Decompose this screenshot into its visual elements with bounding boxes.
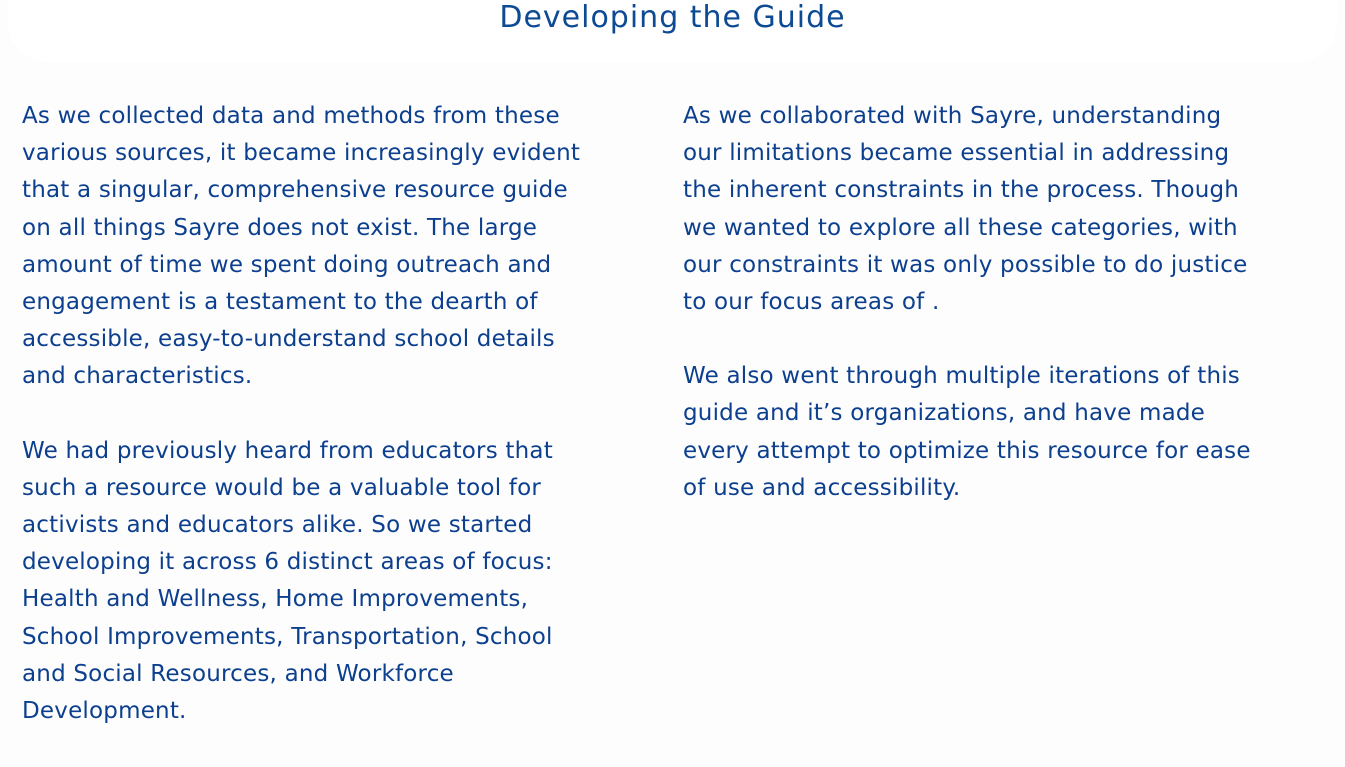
text-line: activists and educators alike. So we started [22, 512, 533, 539]
text-line: such a resource would be a valuable tool for [22, 474, 542, 501]
text-line: that a singular, comprehensive resource guide [22, 177, 568, 204]
text-line: engagement is a testament to the dearth of [22, 289, 538, 316]
text-line: developing it across 6 distinct areas of focus: [22, 549, 553, 576]
paragraph-limitations [683, 98, 1323, 321]
text-line: and characteristics. [22, 363, 253, 390]
text-line: Health and Wellness, Home Improvements, [22, 586, 529, 613]
page-title: Developing the Guide [499, 0, 846, 35]
left-column [22, 98, 662, 767]
text-line: and Social Resources, and Workforce [22, 660, 454, 687]
text-line: we wanted to explore all these categories, with [683, 214, 1238, 241]
right-column [683, 98, 1323, 544]
text-line: guide and it’s organizations, and have made [683, 400, 1206, 427]
text-line: the inherent constraints in the process. Though [683, 177, 1240, 204]
text-line: Development. [22, 698, 187, 725]
paragraph-iterations [683, 358, 1323, 507]
text-line: As we collaborated with Sayre, understanding [683, 103, 1222, 129]
text-line: various sources, it became increasingly evident [22, 140, 581, 167]
paragraph-data-collection [22, 98, 662, 396]
text-line: of use and accessibility. [683, 474, 961, 501]
text-line: our limitations became essential in addressing [683, 140, 1230, 167]
text-line: As we collected data and methods from these [22, 103, 560, 129]
text-line: We had previously heard from educators that [22, 437, 553, 464]
text-line: School Improvements, Transportation, School [22, 623, 553, 650]
text-line: amount of time we spent doing outreach and [22, 251, 552, 278]
text-line: to our focus areas of . [683, 289, 940, 316]
text-line: on all things Sayre does not exist. The large [22, 214, 538, 241]
text-line: every attempt to optimize this resource for ease [683, 437, 1251, 464]
text-line: accessible, easy-to-understand school details [22, 326, 555, 353]
text-line: our constraints it was only possible to do justice [683, 251, 1248, 278]
paragraph-focus-areas [22, 433, 662, 731]
text-line: We also went through multiple iterations of this [683, 363, 1240, 390]
